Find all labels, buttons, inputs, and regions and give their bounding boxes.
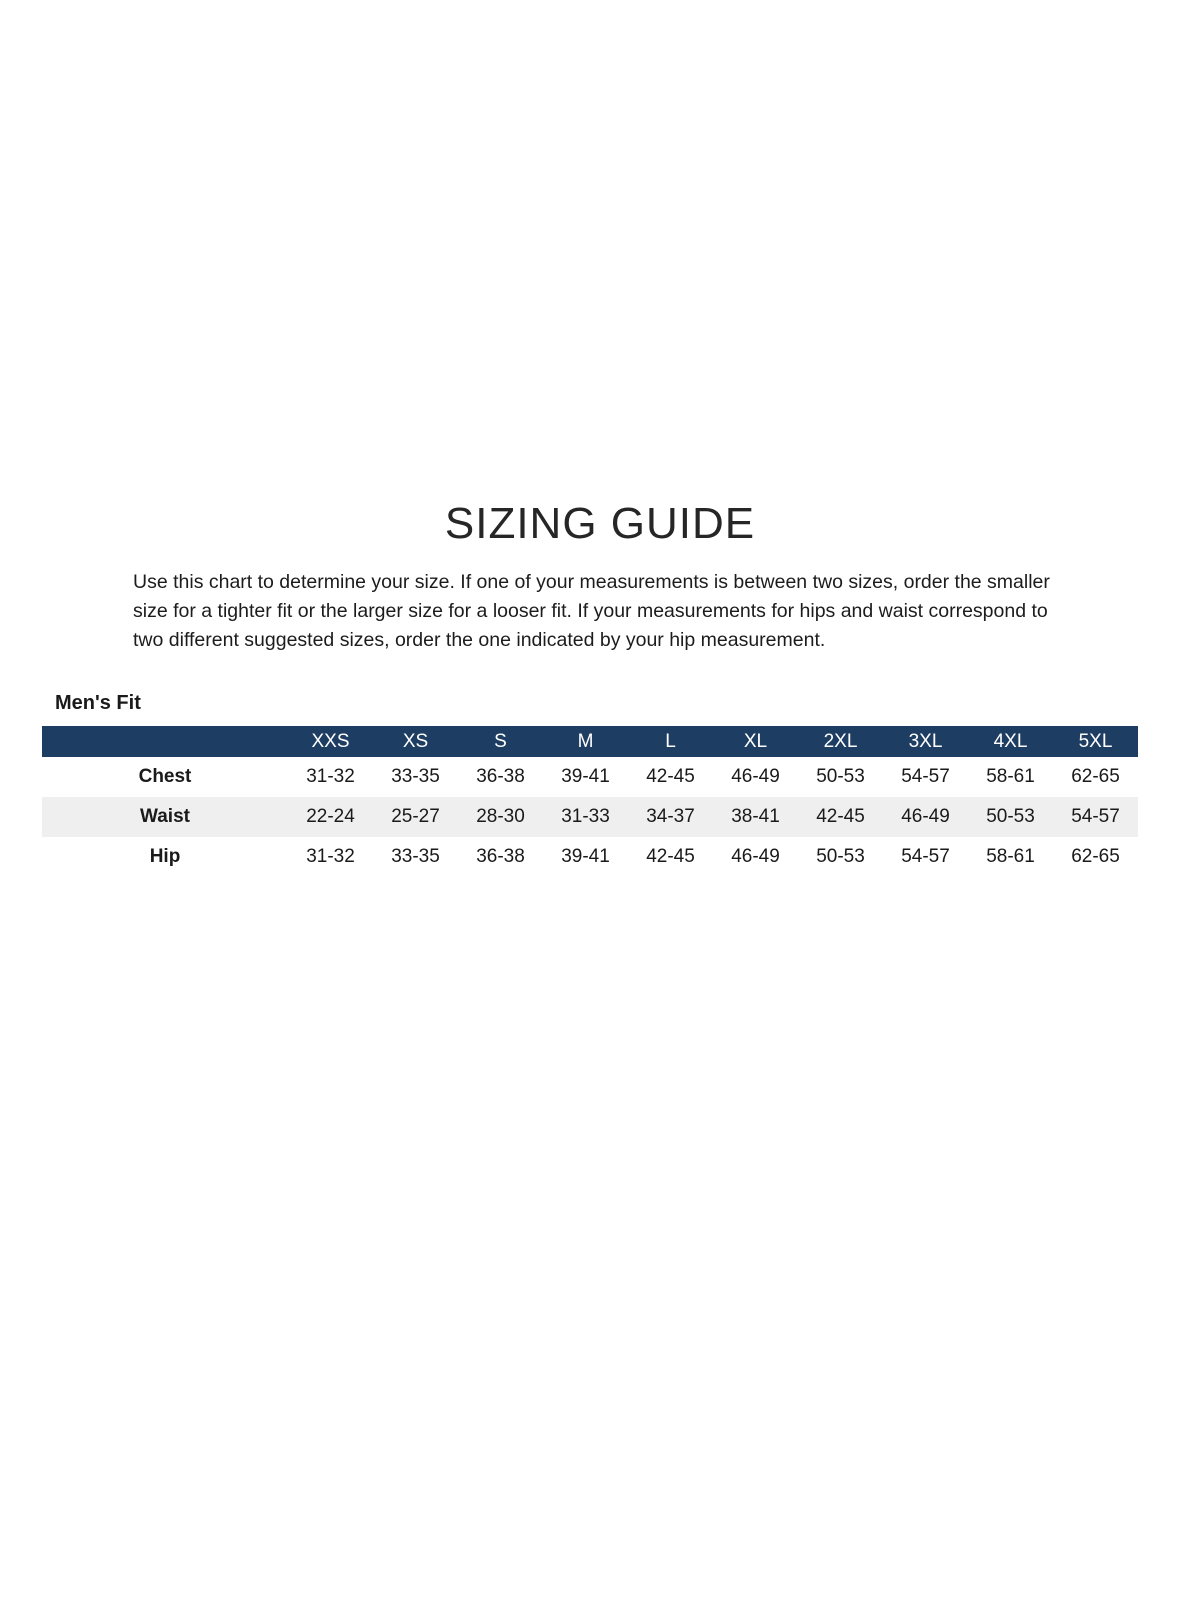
size-header-cell: XL [713, 726, 798, 757]
measurement-cell: 46-49 [901, 806, 950, 827]
measurement-cell: 36-38 [476, 766, 525, 787]
size-table-body [42, 757, 1138, 877]
measurement-cell: 62-65 [1071, 766, 1120, 787]
measurement-cell: 39-41 [561, 766, 610, 787]
intro-paragraph: Use this chart to determine your size. If one of your measurements is between two sizes, order the smaller size for a tighter fit or the larger size for a looser fit. If your measurements for hips and waist correspond to two different suggested sizes, order the one indicated by your hip measurement. [133, 570, 1050, 651]
size-header-cell: S [458, 726, 543, 757]
size-header-cell: XS [373, 726, 458, 757]
measurement-cell: 54-57 [901, 766, 950, 787]
measurement-cell: 34-37 [646, 806, 695, 827]
measurement-cell: 58-61 [986, 846, 1035, 867]
measurement-cell: 31-32 [306, 766, 355, 787]
size-header-cell: 3XL [883, 726, 968, 757]
size-header-cell: 5XL [1053, 726, 1138, 757]
size-table-header-row [42, 726, 1138, 757]
size-table [42, 726, 1138, 877]
size-header-cell: L [628, 726, 713, 757]
measurement-cell: 46-49 [731, 766, 780, 787]
measurement-cell: 58-61 [986, 766, 1035, 787]
measurement-cell: 28-30 [476, 806, 525, 827]
header-cell-empty [42, 726, 288, 757]
measurement-cell: 54-57 [1071, 806, 1120, 827]
row-label-cell: Hip [149, 846, 181, 867]
measurement-cell: 25-27 [391, 806, 440, 827]
measurement-cell: 42-45 [646, 846, 695, 867]
measurement-cell: 50-53 [986, 806, 1035, 827]
measurement-cell: 62-65 [1071, 846, 1120, 867]
measurement-cell: 22-24 [306, 806, 355, 827]
size-header-cell: 2XL [798, 726, 883, 757]
table-row [42, 837, 1138, 877]
measurement-cell: 50-53 [816, 846, 865, 867]
size-table-header [42, 726, 1138, 757]
measurement-cell: 54-57 [901, 846, 950, 867]
measurement-cell: 42-45 [646, 766, 695, 787]
table-row [42, 797, 1138, 837]
row-label-cell: Waist [140, 806, 190, 827]
measurement-cell: 46-49 [731, 846, 780, 867]
table-row [42, 757, 1138, 797]
measurement-cell: 36-38 [476, 846, 525, 867]
measurement-cell: 38-41 [731, 806, 780, 827]
measurement-cell: 31-33 [561, 806, 610, 827]
size-header-cell: M [543, 726, 628, 757]
size-header-cell: XXS [288, 726, 373, 757]
measurement-cell: 39-41 [561, 846, 610, 867]
measurement-cell: 33-35 [391, 766, 440, 787]
measurement-cell: 33-35 [391, 846, 440, 867]
measurement-cell: 50-53 [816, 766, 865, 787]
page-title: SIZING GUIDE [444, 499, 756, 549]
size-header-cell: 4XL [968, 726, 1053, 757]
row-label-cell: Chest [138, 766, 192, 787]
section-label-mens-fit: Men's Fit [55, 692, 141, 714]
measurement-cell: 42-45 [816, 806, 865, 827]
measurement-cell: 31-32 [306, 846, 355, 867]
